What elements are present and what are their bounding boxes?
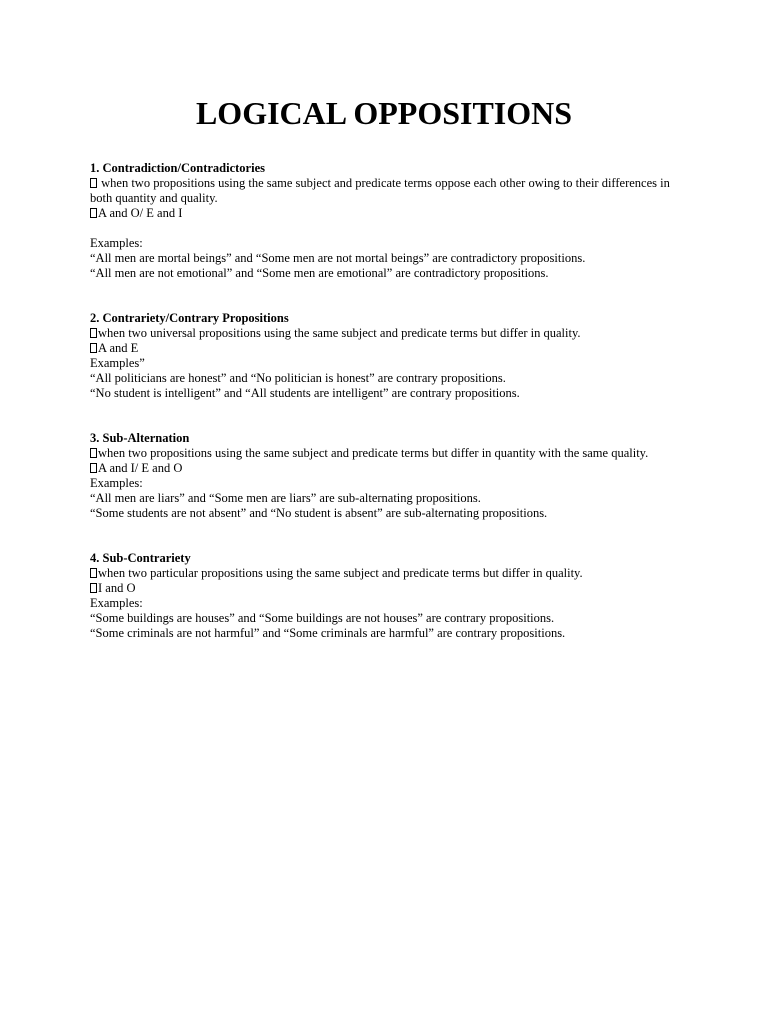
section-sub-alternation bbox=[90, 431, 690, 521]
example-item: “All men are mortal beings” and “Some men are not mortal beings” are contradictory propositions. bbox=[90, 251, 586, 265]
section-pairs: A and E bbox=[90, 341, 690, 356]
missing-glyph-icon bbox=[90, 568, 97, 578]
section-gap bbox=[90, 401, 690, 431]
example-item: “All politicians are honest” and “No politician is honest” are contrary propositions. bbox=[90, 371, 506, 385]
section-heading: 4. Sub-Contrariety bbox=[90, 551, 191, 565]
missing-glyph-icon bbox=[90, 448, 97, 458]
section-gap bbox=[90, 521, 690, 551]
examples-label: Examples: bbox=[90, 596, 143, 610]
section-pairs: I and O bbox=[90, 581, 690, 596]
page-title: LOGICAL OPPOSITIONS bbox=[195, 95, 573, 131]
section-heading: 3. Sub-Alternation bbox=[90, 431, 190, 445]
section-sub-contrariety bbox=[90, 551, 690, 641]
section-gap bbox=[90, 281, 690, 311]
section-definition: when two particular propositions using the same subject and predicate terms but differ in quality. bbox=[90, 566, 690, 581]
example-item: “No student is intelligent” and “All students are intelligent” are contrary propositions. bbox=[90, 386, 520, 400]
example-item: “Some criminals are not harmful” and “Some criminals are harmful” are contrary propositions. bbox=[90, 626, 566, 640]
examples-label: Examples: bbox=[90, 476, 143, 490]
missing-glyph-icon bbox=[90, 178, 97, 188]
section-contradiction bbox=[90, 161, 690, 281]
section-heading: 1. Contradiction/Contradictories bbox=[90, 161, 265, 175]
section-definition: when two propositions using the same subject and predicate terms oppose each other owing to their differences in both quantity and quality. bbox=[90, 176, 670, 205]
section-definition: when two universal propositions using the same subject and predicate terms but differ in quality. bbox=[90, 326, 690, 341]
missing-glyph-icon bbox=[90, 583, 97, 593]
missing-glyph-icon bbox=[90, 208, 97, 218]
section-contrariety bbox=[90, 311, 690, 401]
section-pairs: A and O/ E and I bbox=[90, 206, 690, 221]
missing-glyph-icon bbox=[90, 343, 97, 353]
example-item: “All men are liars” and “Some men are liars” are sub-alternating propositions. bbox=[90, 491, 481, 505]
examples-label: Examples: bbox=[90, 236, 143, 250]
example-item: “Some buildings are houses” and “Some buildings are not houses” are contrary propositions. bbox=[90, 611, 555, 625]
missing-glyph-icon bbox=[90, 463, 97, 473]
example-item: “All men are not emotional” and “Some men are emotional” are contradictory propositions. bbox=[90, 266, 549, 280]
spacer bbox=[90, 221, 690, 236]
section-pairs: A and I/ E and O bbox=[90, 461, 690, 476]
examples-label: Examples” bbox=[90, 356, 145, 370]
section-heading: 2. Contrariety/Contrary Propositions bbox=[90, 311, 289, 325]
section-definition: when two propositions using the same subject and predicate terms but differ in quantity with the same quality. bbox=[90, 446, 690, 461]
example-item: “Some students are not absent” and “No student is absent” are sub-alternating propositions. bbox=[90, 506, 548, 520]
document-body bbox=[90, 161, 690, 641]
missing-glyph-icon bbox=[90, 328, 97, 338]
